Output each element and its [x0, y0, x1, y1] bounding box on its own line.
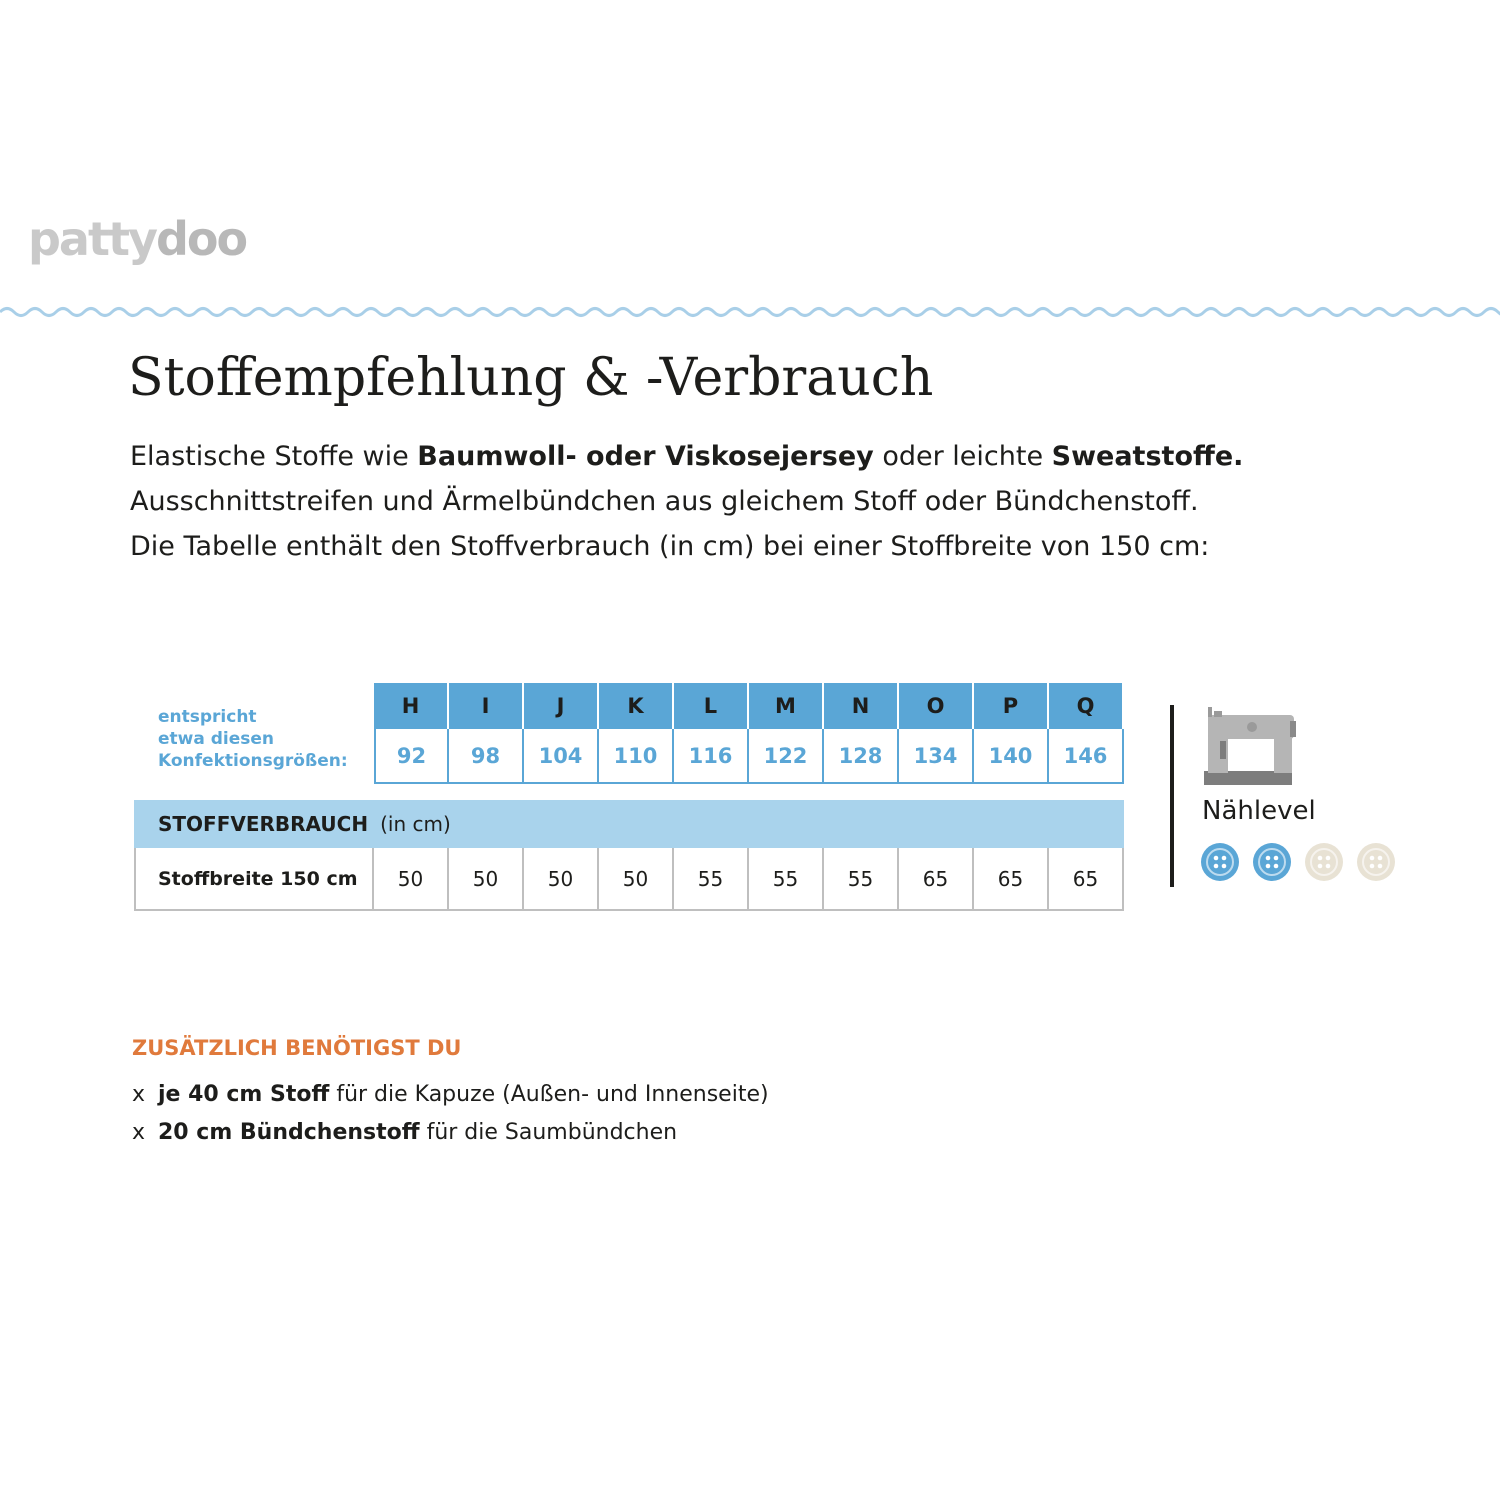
- fabric-usage-cell: 50: [599, 848, 674, 911]
- fabric-usage-cell: 50: [449, 848, 524, 911]
- sewing-machine-icon: [1200, 705, 1300, 787]
- list-item-text: für die Kapuze (Außen- und Innenseite): [336, 1082, 769, 1107]
- size-caption-line: Konfektionsgrößen:: [158, 751, 348, 771]
- extras-heading: ZUSÄTZLICH BENÖTIGST DU: [132, 1036, 462, 1060]
- intro-line-2: Ausschnittstreifen und Ärmelbündchen aus gleichem Stoff oder Bündchenstoff.: [130, 486, 1199, 517]
- size-letter-cell: Q: [1049, 683, 1124, 729]
- fabric-usage-heading: STOFFVERBRAUCH: [158, 812, 369, 836]
- brand-logo-part1: patty: [28, 212, 156, 266]
- brand-logo: [28, 212, 246, 266]
- clothing-size-cell: 134: [899, 729, 974, 784]
- size-letter-cell: I: [449, 683, 524, 729]
- list-bullet: x: [132, 1120, 146, 1145]
- clothing-size-cell: 128: [824, 729, 899, 784]
- intro-line-3: Die Tabelle enthält den Stoffverbrauch (in cm) bei einer Stoffbreite von 150 cm:: [130, 531, 1210, 562]
- level-button-empty-icon: [1304, 842, 1344, 882]
- clothing-size-cell: 146: [1049, 729, 1124, 784]
- level-button-filled-icon: [1200, 842, 1240, 882]
- list-item-text: für die Saumbündchen: [426, 1120, 678, 1145]
- extras-list: [132, 1076, 769, 1152]
- fabric-usage-cell: 65: [974, 848, 1049, 911]
- list-item: [132, 1114, 769, 1152]
- clothing-size-cell: 122: [749, 729, 824, 784]
- fabric-usage-cell: 55: [749, 848, 824, 911]
- clothing-size-cell: 116: [674, 729, 749, 784]
- size-letter-cell: N: [824, 683, 899, 729]
- fabric-usage-cell: 65: [1049, 848, 1124, 911]
- brand-logo-part2: doo: [155, 212, 247, 266]
- size-letter-cell: H: [374, 683, 449, 729]
- list-item-bold: je 40 cm Stoff: [158, 1082, 330, 1107]
- size-caption-line: etwa diesen: [158, 729, 275, 749]
- page-title: Stoffempfehlung & -Verbrauch: [128, 348, 934, 408]
- fabric-usage-cell: 55: [674, 848, 749, 911]
- sewing-level-buttons: [1200, 842, 1396, 882]
- size-letter-cell: J: [524, 683, 599, 729]
- size-letter-cell: P: [974, 683, 1049, 729]
- clothing-size-cell: 92: [374, 729, 449, 784]
- fabric-usage-cell: 65: [899, 848, 974, 911]
- size-letter-cell: O: [899, 683, 974, 729]
- size-letter-cell: L: [674, 683, 749, 729]
- level-button-empty-icon: [1356, 842, 1396, 882]
- list-item-bold: 20 cm Bündchenstoff: [158, 1120, 420, 1145]
- list-item: [132, 1076, 769, 1114]
- size-caption: [158, 706, 348, 772]
- size-letter-cell: K: [599, 683, 674, 729]
- size-caption-line: entspricht: [158, 707, 257, 727]
- vertical-divider: [1170, 705, 1174, 887]
- level-button-filled-icon: [1252, 842, 1292, 882]
- list-bullet: x: [132, 1082, 146, 1107]
- clothing-size-cell: 104: [524, 729, 599, 784]
- fabric-usage-cell: 50: [374, 848, 449, 911]
- size-letter-cell: M: [749, 683, 824, 729]
- fabric-usage-unit: (in cm): [380, 812, 451, 836]
- fabric-usage-cell: 55: [824, 848, 899, 911]
- clothing-size-cell: 98: [449, 729, 524, 784]
- sewing-level-label: Nählevel: [1202, 796, 1316, 826]
- wave-divider: [0, 294, 1500, 324]
- fabric-width-label: Stoffbreite 150 cm: [134, 848, 374, 911]
- intro-line-1: Elastische Stoffe wie Baumwoll- oder Viskosejersey oder leichte Sweatstoffe.: [130, 441, 1244, 472]
- clothing-size-cell: 140: [974, 729, 1049, 784]
- intro-text: [130, 434, 1450, 569]
- fabric-usage-cell: 50: [524, 848, 599, 911]
- clothing-size-cell: 110: [599, 729, 674, 784]
- fabric-usage-band: [134, 800, 1124, 848]
